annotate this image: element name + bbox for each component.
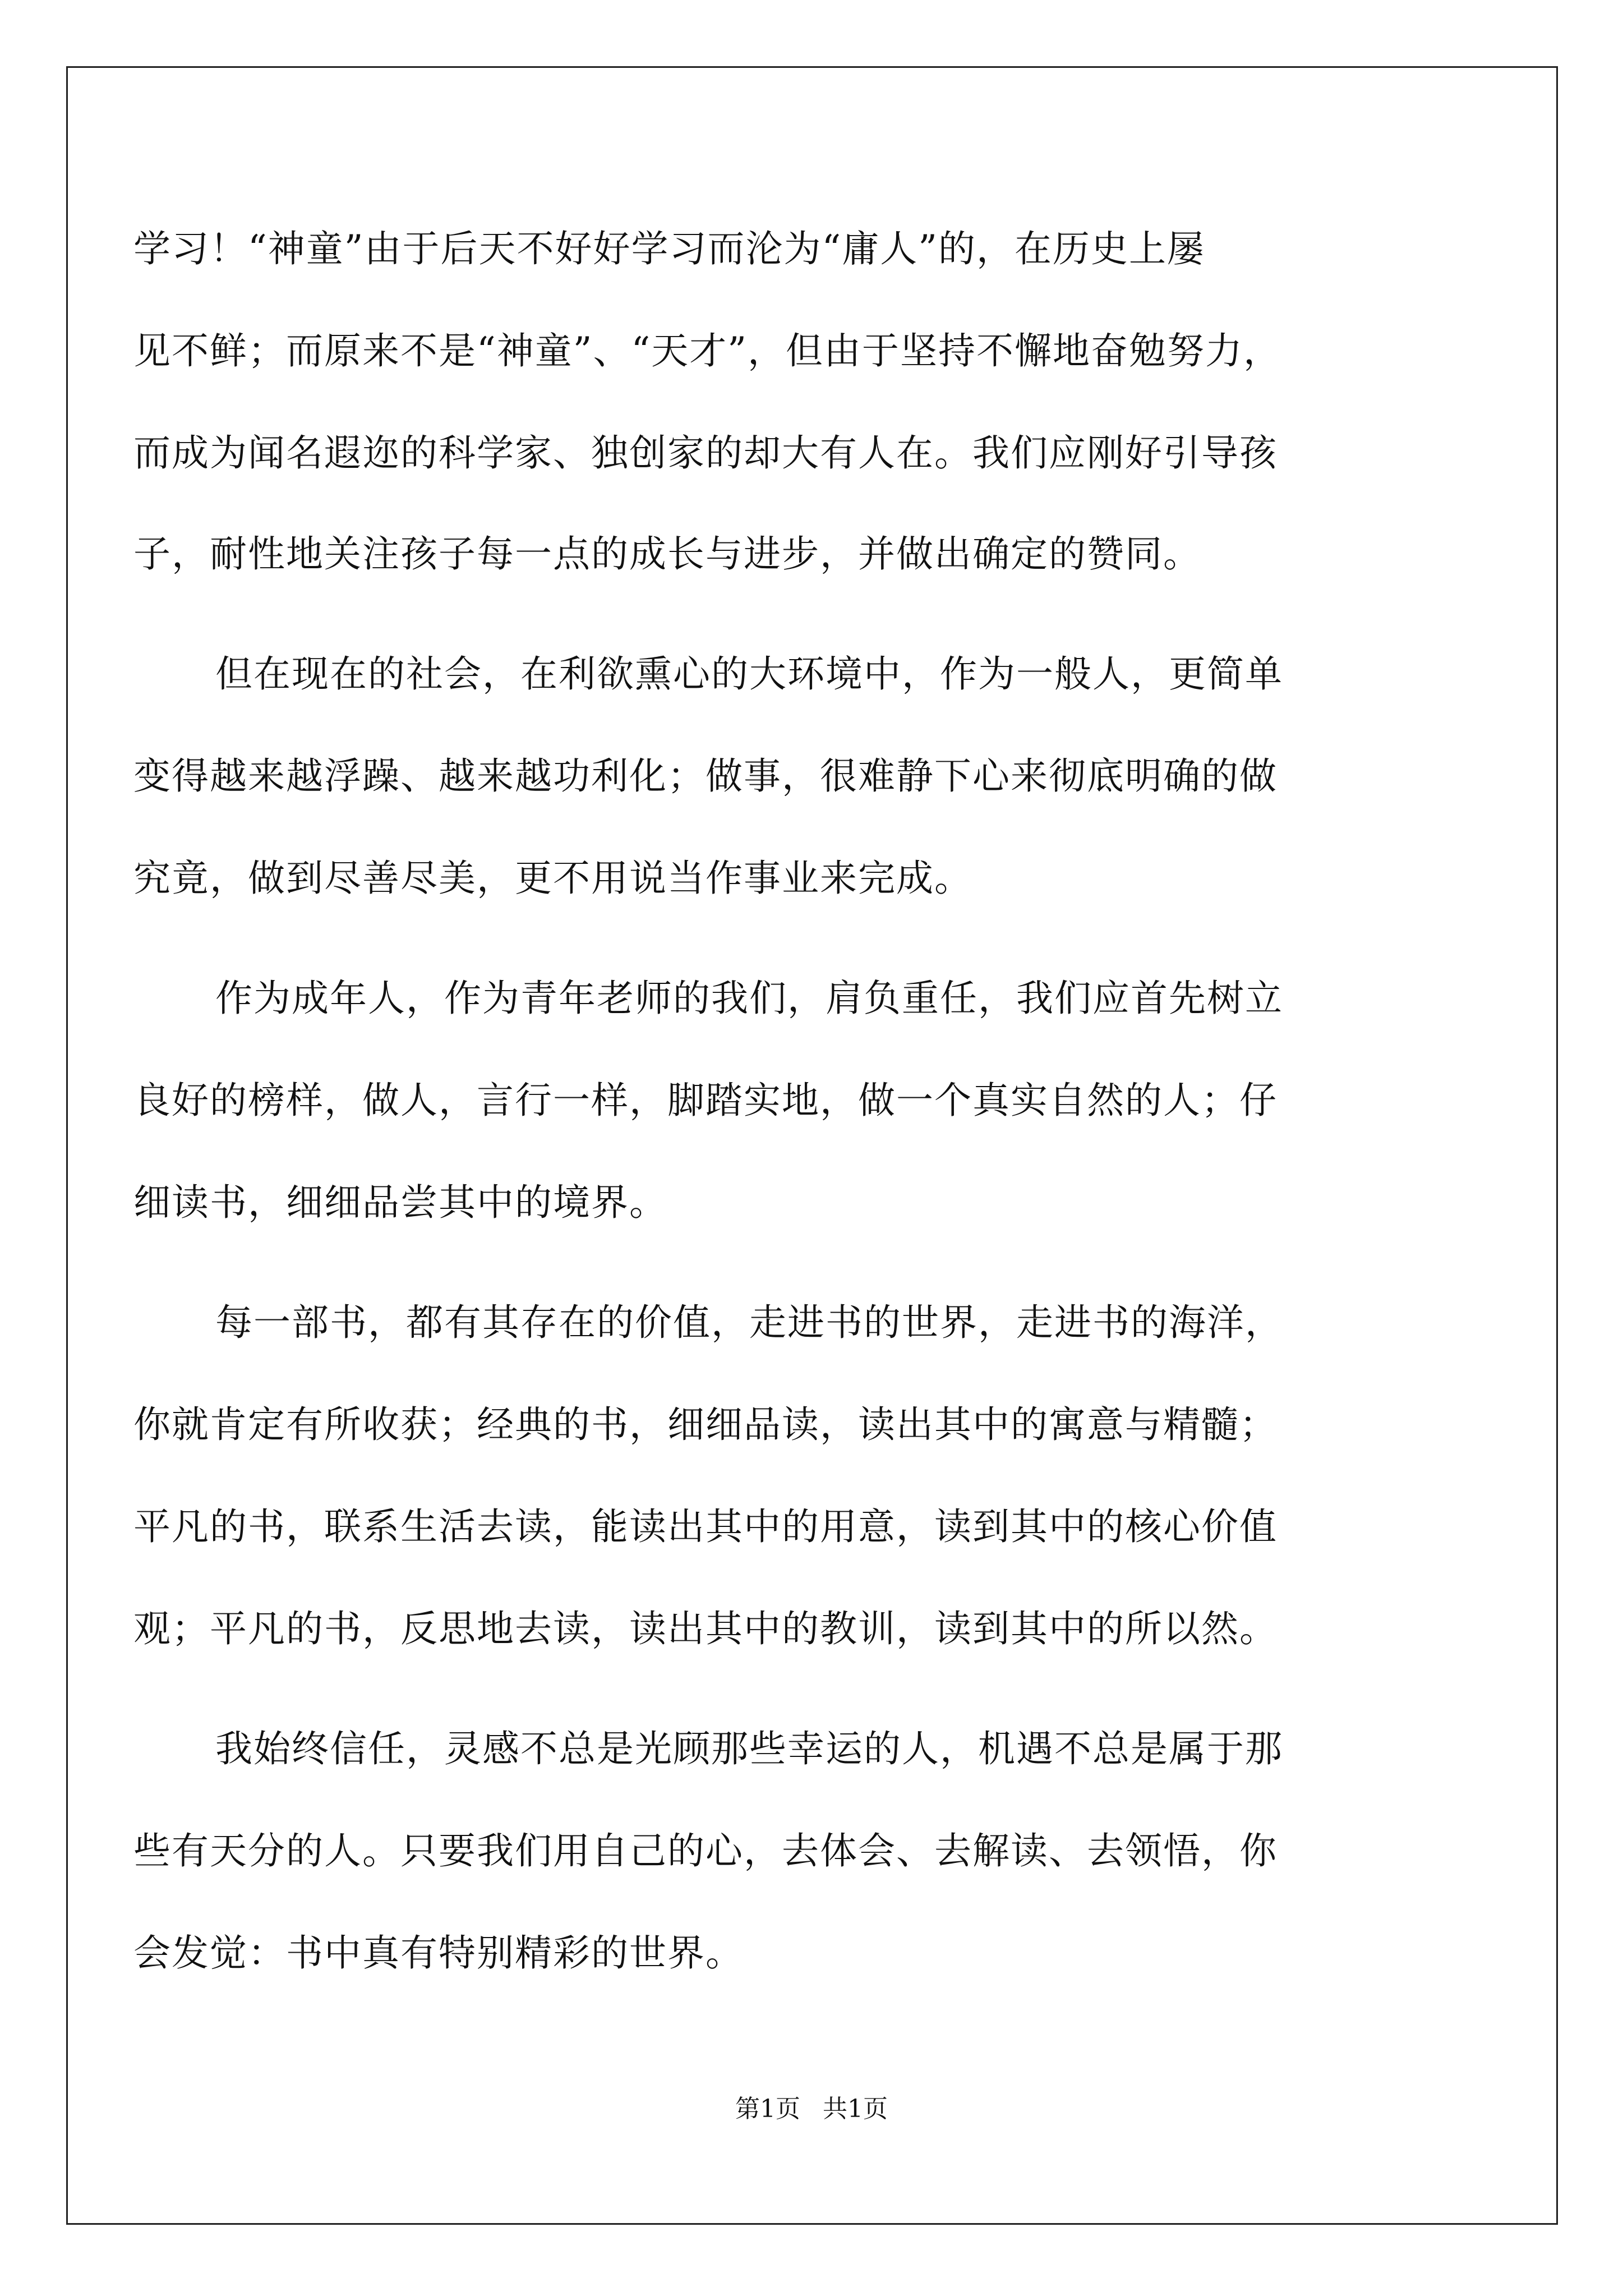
text-line: 平凡的书，联系生活去读，能读出其中的用意，读到其中的核心价值 <box>133 1505 1278 1548</box>
text-line: 变得越来越浮躁、越来越功利化；做事，很难静下心来彻底明确的做 <box>133 754 1278 798</box>
page-number-total: 共1页 <box>823 2095 888 2123</box>
paragraph-first-line: 我始终信任，灵感不总是光顾那些幸运的人，机遇不总是属于那 <box>215 1727 1283 1770</box>
text-line: 会发觉：书中真有特别精彩的世界。 <box>133 1931 744 1975</box>
text-line: 细读书，细细品尝其中的境界。 <box>133 1181 667 1224</box>
text-line: 些有天分的人。只要我们用自己的心，去体会、去解读、去领悟，你 <box>133 1829 1278 1872</box>
paragraph-first-line: 每一部书，都有其存在的价值，走进书的世界，走进书的海洋， <box>215 1301 1283 1344</box>
text-line: 子，耐性地关注孩子每一点的成长与进步，并做出确定的赞同。 <box>133 532 1201 576</box>
text-line: 学习！“神童”由于后天不好好学习而沦为“庸人”的，在历史上屡 <box>133 227 1205 270</box>
text-line: 而成为闻名遐迩的科学家、独创家的却大有人在。我们应刚好引导孩 <box>133 431 1278 475</box>
text-line: 你就肯定有所收获；经典的书，细细品读，读出其中的寓意与精髓； <box>133 1403 1278 1446</box>
text-line: 观；平凡的书，反思地去读，读出其中的教训，读到其中的所以然。 <box>133 1607 1278 1650</box>
page-footer <box>0 2092 1623 2126</box>
text-line: 见不鲜；而原来不是“神童”、“天才”，但由于坚持不懈地奋勉努力， <box>133 329 1281 372</box>
text-line: 究竟，做到尽善尽美，更不用说当作事业来完成。 <box>133 857 972 900</box>
paragraph-first-line: 但在现在的社会，在利欲熏心的大环境中，作为一般人，更简单 <box>215 652 1283 696</box>
page-number-current: 第1页 <box>735 2095 800 2123</box>
paragraph-first-line: 作为成年人，作为青年老师的我们，肩负重任，我们应首先树立 <box>215 977 1283 1020</box>
text-line: 良好的榜样，做人，言行一样，脚踏实地，做一个真实自然的人；仔 <box>133 1079 1278 1122</box>
page-border <box>66 66 1558 2225</box>
